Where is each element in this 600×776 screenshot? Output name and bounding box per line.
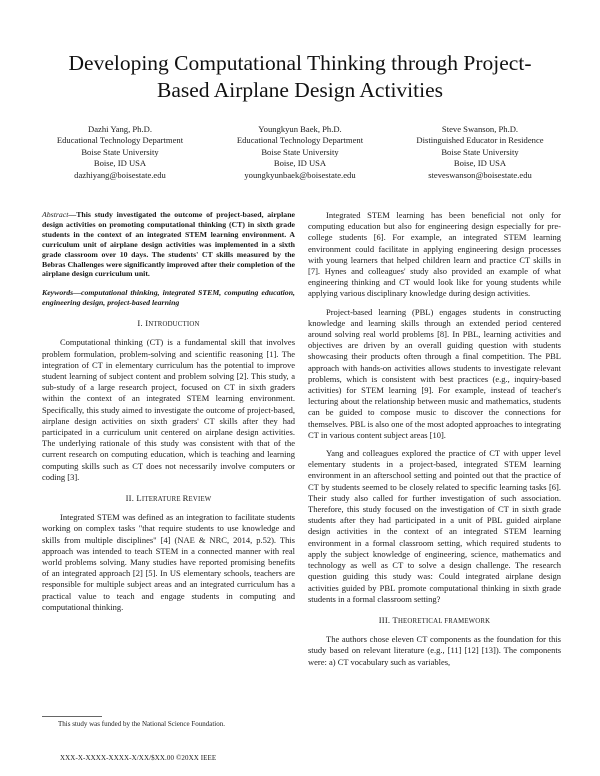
- keywords-text: —computational thinking, integrated STEM, computing education, engineering design, project-based learning: [42, 288, 295, 308]
- keywords: [42, 288, 295, 308]
- author-name: Steve Swanson, Ph.D.: [441, 124, 519, 134]
- body-paragraph: Project-based learning (PBL) engages students in constructing knowledge and learning skills through an extended period centered around solving real world problems [8]. In PBL, learning activities and objectives are driven by an overall guiding question with students showcasing their products often through a final competition. The PBL approach with hands-on activities allows students to investigate relevant problems, which is consistent with best practices (e.g., inquiry-based activities) for STEM learning [9]. For example, instead of teacher's lecturing about the relationship between music and mathematics, students can be guided to compose music to discover the connections for themselves. PBL is also one of the most adopted approaches to integrating CT in various content subject areas [10].: [308, 306, 561, 440]
- left-column: [42, 210, 295, 620]
- section-heading-introduction: I. INTRODUCTION: [137, 318, 200, 329]
- copyright-line: XXX-X-XXXX-XXXX-X/XX/$XX.00 ©20XX IEEE: [60, 754, 217, 762]
- author-name: Youngkyun Baek, Ph.D.: [258, 124, 342, 134]
- title-line-2: Based Airplane Design Activities: [156, 78, 444, 102]
- author-city: Boise, ID USA: [273, 158, 327, 169]
- right-column: [308, 210, 561, 675]
- author-dept: Distinguished Educator in Residence: [416, 135, 544, 146]
- footnote-rule: [42, 716, 102, 717]
- author-email[interactable]: youngkyunbaek@boisestate.edu: [244, 169, 356, 180]
- abstract-lead: Abstract: [42, 210, 69, 219]
- author-dept: Educational Technology Department: [56, 135, 184, 146]
- author-email[interactable]: steveswanson@boisestate.edu: [428, 169, 532, 180]
- title-line-1: Developing Computational Thinking through Project-: [68, 51, 532, 75]
- abstract-text: —This study investigated the outcome of project-based, airplane design activities on promoting computational thinking (CT) in sixth grade students in the context of an integrated STEM learning environment. A curriculum unit of airplane design activities was implemented in a sixth grade classroom over 10 days. The students' CT skills measured by the Bebras Challenges were significantly improved after their completion of the airplane design curriculum unit.: [42, 210, 295, 279]
- author-dept: Educational Technology Department: [236, 135, 364, 146]
- author-name: Dazhi Yang, Ph.D.: [88, 124, 152, 134]
- paper-title: [20, 50, 580, 104]
- keywords-lead: Keywords: [42, 288, 74, 298]
- section-heading-framework: III. THEORETICAL FRAMEWORK: [378, 614, 491, 625]
- literature-paragraph: Integrated STEM was defined as an integration to facilitate students working on complex tasks "that require students to use knowledge and skills from multiple disciplines" [4] (NAE & NRC, 2014, p.52). This approach was intended to teach STEM in a connected manner with real world problems solving. Many studies have reported promising benefits of an integrated approach [2] [5]. In US elementary schools, teachers are responsible for multiple subject areas and an integrated curriculum has a practical value to teach and engage students in computing and computational thinking.: [42, 512, 295, 612]
- author-city: Boise, ID USA: [93, 158, 147, 169]
- intro-paragraph: Computational thinking (CT) is a fundamental skill that involves problem formulation, problem-solving and scientific reasoning [1]. The integration of CT in elementary curriculum has the potential to improve student learning of subject content and problem solving [2]. This study, a sub-study of a large research project, focused on CT in sixth graders within the context of an integrated STEM learning environment. Specifically, this study aimed to investigate the outcome of project-based, airplane design activities on sixth graders' CT skills after they had participated in a curriculum unit centered on airplane design activities. The underlying rationale of this study was consistent with that of the current research on computing education, which is teaching and learning computing skills such as CT does not necessarily involve computers or coding [3].: [42, 337, 295, 482]
- body-paragraph: The authors chose eleven CT components as the foundation for this study based on relevant literature (e.g., [11] [12] [13]). The components were: a) CT vocabulary such as variables,: [308, 634, 561, 667]
- author-3: [390, 124, 570, 181]
- author-block: [30, 124, 570, 181]
- author-2: [210, 124, 390, 181]
- section-heading-literature: II. LITERATURE REVIEW: [125, 493, 212, 503]
- author-1: [30, 124, 210, 181]
- funding-footnote: This study was funded by the National Science Foundation.: [58, 720, 225, 728]
- author-city: Boise, ID USA: [453, 158, 507, 169]
- author-email[interactable]: dazhiyang@boisestate.edu: [74, 169, 166, 180]
- body-paragraph: Integrated STEM learning has been beneficial not only for computing education but also for engineering design especially for pre-college students [6]. For example, an integrated STEM learning environment could facilitate in applying engineering design processes with young learners that helped children learn and practice CT skills in [7]. Hynes and colleagues' study also provided an example of what engineering thinking and CT would look like for young students while applying various disciplinary knowledge during design activities.: [308, 210, 561, 299]
- body-paragraph: Yang and colleagues explored the practice of CT with upper level elementary students in a project-based, integrated STEM learning environment in an afterschool setting and pointed out that the practice of CT by students seemed to be closely related to specific learning tasks [6]. Their study also called for further investigation of such association. Therefore, this study focused on the investigation of CT in sixth grade students after they had participated in a unit of PBL guided airplane design activities in the context of an integrated STEM learning environment in a formal classroom setting, which required students to apply the subject knowledge of engineering, science, mathematics and technology as well as CT to solve a design challenge. The research question guiding this study was: Could integrated airplane design activities guided by PBL promote computational thinking in sixth grade students in a formal classroom setting?: [308, 448, 561, 604]
- abstract: [42, 210, 295, 279]
- author-univ: Boise State University: [441, 146, 519, 157]
- author-univ: Boise State University: [261, 146, 339, 157]
- author-univ: Boise State University: [81, 146, 159, 157]
